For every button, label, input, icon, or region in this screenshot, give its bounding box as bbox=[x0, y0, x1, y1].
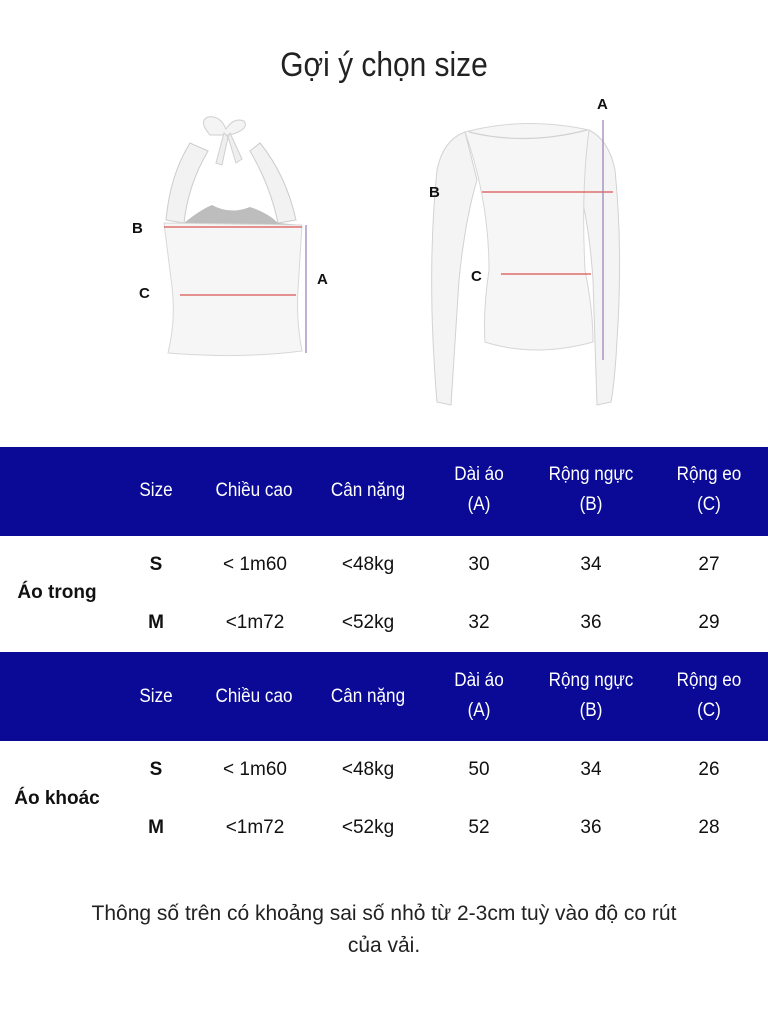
header-waist bbox=[655, 460, 763, 520]
header-length bbox=[425, 666, 533, 726]
header-length-line2: (A) bbox=[467, 700, 491, 721]
row-size: S bbox=[149, 554, 163, 575]
halter-label-c: C bbox=[139, 285, 150, 302]
header-chest-line2: (B) bbox=[579, 494, 603, 515]
header-chest-line1: Rộng ngực bbox=[548, 464, 634, 485]
row-weight: <48kg bbox=[341, 554, 395, 575]
header-height: Chiều cao bbox=[215, 686, 293, 707]
jacket-label-c: C bbox=[471, 268, 482, 285]
row-waist: 28 bbox=[698, 817, 720, 838]
header-size: Size bbox=[139, 480, 173, 501]
header-length-line1: Dài áo bbox=[454, 670, 504, 691]
halter-label-a: A bbox=[317, 271, 328, 288]
header-chest bbox=[533, 666, 650, 726]
header-waist-line1: Rộng eo bbox=[676, 464, 742, 485]
halter-label-b: B bbox=[132, 220, 143, 237]
header-weight: Cân nặng bbox=[330, 480, 406, 501]
header-length-line2: (A) bbox=[467, 494, 491, 515]
header-chest-line2: (B) bbox=[579, 700, 603, 721]
row-height: <1m72 bbox=[225, 612, 285, 633]
group-label-jacket: Áo khoác bbox=[14, 788, 100, 809]
row-height: < 1m60 bbox=[223, 554, 287, 575]
header-waist-line1: Rộng eo bbox=[676, 670, 742, 691]
row-waist: 26 bbox=[698, 759, 720, 780]
row-length: 32 bbox=[468, 612, 490, 633]
jacket-label-a: A bbox=[597, 96, 608, 113]
halter-top-diagram bbox=[150, 115, 340, 360]
header-length bbox=[425, 460, 533, 520]
row-chest: 34 bbox=[580, 759, 602, 780]
row-height: < 1m60 bbox=[223, 759, 287, 780]
row-chest: 36 bbox=[580, 817, 602, 838]
long-sleeve-diagram bbox=[425, 110, 625, 410]
row-size: S bbox=[149, 759, 163, 780]
row-length: 30 bbox=[468, 554, 490, 575]
header-height: Chiều cao bbox=[215, 480, 293, 501]
header-waist-line2: (C) bbox=[697, 494, 721, 515]
jacket-label-b: B bbox=[429, 184, 440, 201]
row-waist: 29 bbox=[698, 612, 720, 633]
row-weight: <48kg bbox=[341, 759, 395, 780]
row-weight: <52kg bbox=[341, 817, 395, 838]
row-length: 50 bbox=[468, 759, 490, 780]
header-length-line1: Dài áo bbox=[454, 464, 504, 485]
group-label-inner: Áo trong bbox=[17, 582, 97, 603]
header-waist-line2: (C) bbox=[697, 700, 721, 721]
page-title: Gợi ý chọn size bbox=[280, 46, 488, 84]
header-chest bbox=[533, 460, 650, 520]
row-chest: 34 bbox=[580, 554, 602, 575]
row-height: <1m72 bbox=[225, 817, 285, 838]
header-size: Size bbox=[139, 686, 173, 707]
row-size: M bbox=[148, 612, 164, 633]
header-weight: Cân nặng bbox=[330, 686, 406, 707]
row-chest: 36 bbox=[580, 612, 602, 633]
tolerance-note: Thông số trên có khoảng sai số nhỏ từ 2-3cm tuỳ vào độ co rút của vải. bbox=[91, 902, 677, 957]
row-weight: <52kg bbox=[341, 612, 395, 633]
row-length: 52 bbox=[468, 817, 490, 838]
header-chest-line1: Rộng ngực bbox=[548, 670, 634, 691]
row-waist: 27 bbox=[698, 554, 720, 575]
row-size: M bbox=[148, 817, 164, 838]
header-waist bbox=[655, 666, 763, 726]
